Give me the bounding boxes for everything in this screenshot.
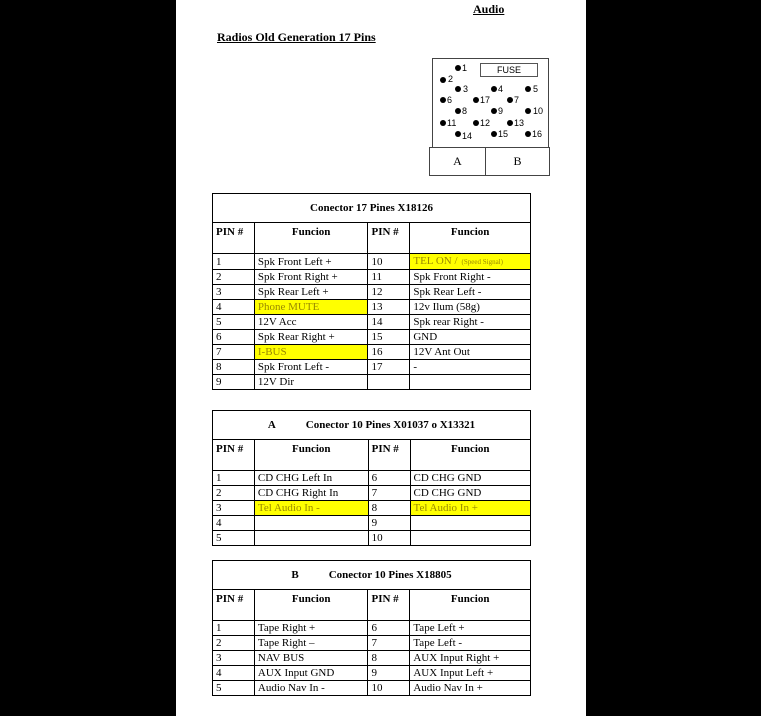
function-cell (254, 486, 368, 501)
cell-text: 6 (371, 472, 378, 484)
table-row (213, 621, 531, 636)
table-row (213, 315, 531, 330)
cell-text: 9 (216, 376, 222, 388)
pin-number-label: 2 (448, 74, 454, 84)
cell-text: Spk Front Left + (257, 255, 332, 268)
function-cell (254, 285, 368, 300)
column-header-pin: PIN # (213, 223, 255, 254)
speed-signal-note: (Speed Signal) (461, 258, 503, 266)
pin-dot (491, 86, 497, 92)
column-header-funcion: Funcion (410, 440, 531, 471)
pin-dot (455, 108, 461, 114)
function-cell (254, 516, 368, 531)
column-header-pin: PIN # (368, 590, 410, 621)
fuse-label: FUSE (480, 63, 538, 77)
table-title-cell (213, 561, 531, 590)
function-cell (410, 636, 531, 651)
function-cell (254, 300, 368, 315)
cell-text: 4 (216, 301, 222, 313)
cell-text: AUX Input Right + (413, 652, 500, 664)
pin-number-cell (213, 375, 255, 390)
cell-text: 5 (216, 532, 222, 544)
cell-text: AUX Input GND (257, 667, 335, 679)
cell-text: 7 (371, 487, 378, 499)
function-cell (254, 621, 368, 636)
section-subtitle: Radios Old Generation 17 Pins (217, 30, 376, 44)
cell-text: 9 (371, 517, 378, 529)
table-row (213, 531, 531, 546)
pin-dot (491, 131, 497, 137)
table-row (213, 501, 531, 516)
function-cell (410, 666, 531, 681)
cell-text: NAV BUS (257, 652, 305, 664)
pin-number-cell (368, 315, 410, 330)
function-cell (254, 471, 368, 486)
cell-text: 8 (371, 502, 378, 514)
cell-text: 16 (371, 346, 383, 358)
table-row (213, 666, 531, 681)
table-row (213, 471, 531, 486)
cell-text: 6 (371, 622, 377, 634)
function-cell (254, 375, 368, 390)
pin-number-cell (368, 681, 410, 696)
page-title: Audio (473, 2, 505, 16)
pin-number-cell (213, 300, 255, 315)
cell-text: CD CHG GND (413, 487, 482, 499)
pin-number-cell (213, 516, 255, 531)
pin-number-label: 6 (447, 95, 453, 105)
function-cell (254, 360, 368, 375)
connector-pinout-diagram (432, 58, 549, 175)
pin-table-17 (212, 193, 531, 390)
function-cell (410, 681, 531, 696)
pin-number-cell (368, 270, 410, 285)
cell-text: Spk Front Right - (413, 271, 491, 283)
cell-text: 8 (371, 652, 377, 664)
cell-text: 12v Ilum (58g) (413, 301, 480, 313)
pin-number-cell (213, 636, 255, 651)
pin-number-label: 10 (533, 106, 544, 116)
cell-text: Tape Right – (257, 637, 315, 649)
column-header-pin: PIN # (213, 590, 255, 621)
cell-text: 9 (371, 667, 377, 679)
cell-text: I-BUS (257, 346, 287, 358)
cell-text: 15 (371, 331, 383, 343)
function-cell (410, 285, 531, 300)
cell-text: 10 (371, 532, 383, 544)
pin-number-cell (368, 254, 410, 270)
connector-b-label: B (485, 147, 550, 176)
cell-text: 12V Ant Out (413, 346, 470, 358)
connector-a-label: A (429, 147, 486, 176)
cell-text: 11 (371, 271, 383, 283)
cell-text: Spk Rear Left + (257, 286, 329, 298)
cell-text: TEL ON / (413, 255, 458, 267)
document-page (176, 0, 586, 716)
function-cell (254, 651, 368, 666)
pin-number-cell (368, 621, 410, 636)
table-row (213, 270, 531, 285)
cell-text: 13 (371, 301, 383, 313)
table-row (213, 300, 531, 315)
cell-text: 4 (216, 517, 222, 529)
function-cell (254, 345, 368, 360)
pin-number-cell (368, 486, 410, 501)
function-cell (254, 254, 368, 270)
pin-number-label: 14 (462, 131, 473, 141)
cell-text: 2 (216, 271, 222, 283)
pin-number-cell (213, 651, 255, 666)
function-cell (410, 651, 531, 666)
pin-number-label: 12 (480, 118, 491, 128)
cell-text: 7 (216, 346, 222, 358)
table-row (213, 285, 531, 300)
column-header-pin: PIN # (368, 440, 410, 471)
cell-text: 1 (216, 472, 222, 484)
cell-text: 2 (216, 487, 222, 499)
function-cell (410, 486, 531, 501)
table-title-cell (213, 411, 531, 440)
pin-number-cell (368, 300, 410, 315)
pin-number-cell (368, 651, 410, 666)
pin-number-cell (368, 285, 410, 300)
table-row (213, 636, 531, 651)
pin-number-label: 13 (514, 118, 525, 128)
pin-dot (525, 131, 531, 137)
pin-number-cell (213, 681, 255, 696)
function-cell (410, 516, 531, 531)
pin-number-cell (368, 345, 410, 360)
cell-text: 7 (371, 637, 377, 649)
function-cell (410, 531, 531, 546)
connector-letter: A (267, 419, 276, 431)
pin-number-cell (368, 375, 410, 390)
cell-text: Audio Nav In - (257, 682, 325, 694)
pin-number-cell (213, 666, 255, 681)
pin-number-label: 16 (532, 129, 543, 139)
pin-number-cell (213, 360, 255, 375)
column-header-pin: PIN # (213, 440, 255, 471)
pin-number-label: 8 (462, 106, 468, 116)
table-row (213, 486, 531, 501)
cell-text: AUX Input Left + (413, 667, 494, 679)
table-title: Conector 17 Pines X18126 (213, 194, 531, 223)
pin-number-cell (368, 666, 410, 681)
pin-dot (440, 97, 446, 103)
connector-ab-row (429, 147, 550, 176)
pin-dot (507, 120, 513, 126)
pin-number-cell (213, 330, 255, 345)
cell-text: CD CHG Right In (257, 487, 339, 499)
cell-text: 3 (216, 286, 222, 298)
pin-dot (440, 120, 446, 126)
pin-number-label: 4 (498, 84, 504, 94)
cell-text: Tel Audio In + (413, 502, 478, 514)
pin-dot (525, 108, 531, 114)
function-cell (254, 501, 368, 516)
table-row (213, 254, 531, 270)
column-header-funcion: Funcion (410, 223, 531, 254)
pin-number-cell (213, 486, 255, 501)
cell-text: CD CHG GND (413, 472, 482, 484)
cell-text: 4 (216, 667, 222, 679)
function-cell (410, 345, 531, 360)
function-cell (254, 681, 368, 696)
cell-text: Tape Left - (413, 637, 463, 649)
cell-text: 8 (216, 361, 222, 373)
table-row (213, 330, 531, 345)
cell-text: 1 (216, 622, 222, 634)
pin-number-cell (368, 501, 410, 516)
cell-text: Tape Right + (257, 622, 316, 634)
cell-text: 14 (371, 316, 383, 328)
pin-number-label: 15 (498, 129, 509, 139)
cell-text: 12V Acc (257, 316, 297, 328)
table-row (213, 345, 531, 360)
cell-text: 17 (371, 361, 383, 373)
cell-text: Spk Front Left - (257, 361, 330, 373)
cell-text: 10 (371, 682, 383, 694)
pin-table-a (212, 410, 531, 546)
pin-number-cell (213, 345, 255, 360)
cell-text: 3 (216, 502, 222, 514)
cell-text: Spk Rear Left - (413, 286, 482, 298)
pin-number-cell (368, 330, 410, 345)
function-cell (410, 315, 531, 330)
pin-number-label: 11 (447, 118, 457, 128)
function-cell (410, 330, 531, 345)
pin-table-b (212, 560, 531, 696)
cell-text: 5 (216, 316, 222, 328)
pin-number-label: 7 (514, 95, 520, 105)
function-cell (254, 531, 368, 546)
pin-number-cell (213, 315, 255, 330)
column-header-funcion: Funcion (410, 590, 531, 621)
cell-text: Spk Front Right + (257, 271, 338, 283)
pin-number-cell (213, 501, 255, 516)
cell-text: 6 (216, 331, 222, 343)
pin-number-cell (368, 471, 410, 486)
cell-text: 10 (371, 255, 383, 268)
function-cell (410, 375, 531, 390)
table-title: Conector 10 Pines X01037 o X13321 (305, 419, 476, 431)
cell-text: - (413, 361, 418, 373)
function-cell (254, 270, 368, 285)
pin-number-cell (368, 360, 410, 375)
pin-number-cell (213, 254, 255, 270)
pin-number-cell (213, 285, 255, 300)
cell-text: Spk Rear Right + (257, 331, 335, 343)
pin-number-cell (213, 621, 255, 636)
pin-dot (455, 131, 461, 137)
table-row (213, 375, 531, 390)
cell-text: Audio Nav In + (413, 682, 483, 694)
column-header-funcion: Funcion (254, 440, 368, 471)
pin-dot (473, 120, 479, 126)
table-row (213, 651, 531, 666)
pin-number-cell (213, 270, 255, 285)
pin-dot (491, 108, 497, 114)
cell-text: Phone MUTE (257, 301, 320, 313)
cell-text: 1 (216, 255, 222, 268)
cell-text: Spk rear Right - (413, 316, 484, 328)
table-row (213, 516, 531, 531)
table-title: Conector 10 Pines X18805 (328, 569, 452, 581)
pin-dot (473, 97, 479, 103)
pin-dot (507, 97, 513, 103)
pin-dot (525, 86, 531, 92)
column-header-funcion: Funcion (254, 223, 368, 254)
pin-number-cell (213, 531, 255, 546)
cell-text: 12 (371, 286, 383, 298)
cell-text: CD CHG Left In (257, 472, 333, 484)
pin-dot (455, 86, 461, 92)
pin-number-cell (368, 636, 410, 651)
pin-number-cell (368, 531, 410, 546)
function-cell (410, 300, 531, 315)
cell-text: GND (413, 331, 438, 343)
function-cell (410, 254, 531, 270)
function-cell (254, 330, 368, 345)
pin-dot (455, 65, 461, 71)
pin-number-cell (368, 516, 410, 531)
function-cell (410, 501, 531, 516)
cell-text: 2 (216, 637, 222, 649)
cell-text: Tel Audio In - (257, 502, 320, 514)
table-row (213, 360, 531, 375)
pin-number-label: 17 (480, 95, 491, 105)
function-cell (254, 636, 368, 651)
pin-number-label: 5 (533, 84, 539, 94)
cell-text: 3 (216, 652, 222, 664)
table-row (213, 681, 531, 696)
column-header-funcion: Funcion (254, 590, 368, 621)
function-cell (254, 666, 368, 681)
column-header-pin: PIN # (368, 223, 410, 254)
function-cell (410, 270, 531, 285)
connector-letter: B (291, 569, 299, 581)
function-cell (410, 471, 531, 486)
pin-number-label: 3 (463, 84, 469, 94)
function-cell (410, 360, 531, 375)
function-cell (254, 315, 368, 330)
pin-number-label: 1 (462, 63, 468, 73)
pin-dot (440, 77, 446, 83)
cell-text: Tape Left + (413, 622, 465, 634)
pin-number-label: 9 (498, 106, 504, 116)
cell-text: 12V Dir (257, 376, 295, 388)
function-cell (410, 621, 531, 636)
pin-number-cell (213, 471, 255, 486)
cell-text: 5 (216, 682, 222, 694)
